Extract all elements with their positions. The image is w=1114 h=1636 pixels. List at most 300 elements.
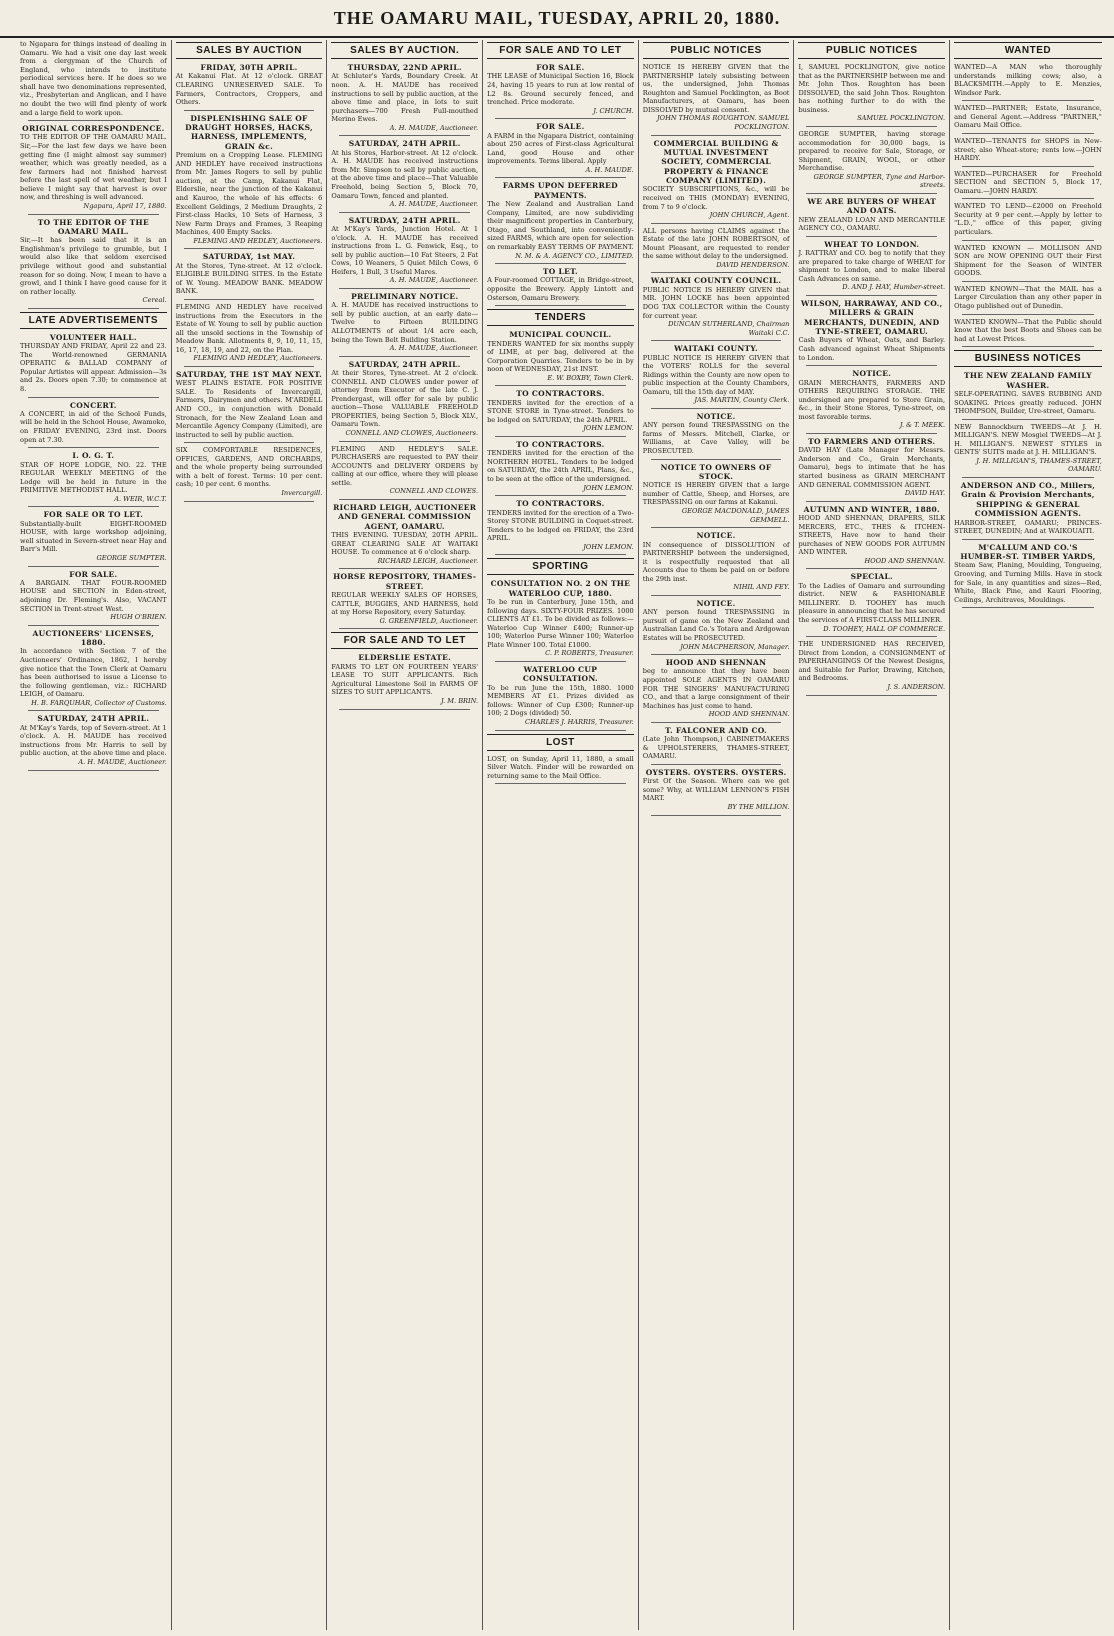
- advertisement: [643, 768, 790, 812]
- ad-text: beg to announce that they have been appointed SOLE AGENTS IN OAMARU FOR THE SINGERS' MANUFACTURING CO., and that a large consignment of their Machines has just come to hand.: [642, 667, 790, 710]
- ad-text: TENDERS invited for the erection of a STONE STORE in Tyne-street. Tenders to be lodged on SATURDAY, the 24th APRIL.: [487, 398, 634, 424]
- ad-divider: [495, 554, 626, 555]
- advertisement: [643, 599, 790, 651]
- advertisement: [954, 137, 1102, 163]
- ad-title: SATURDAY, 1st MAY.: [202, 252, 296, 262]
- ad-title: FOR SALE.: [536, 122, 585, 132]
- ad-divider: [495, 263, 626, 264]
- ad-title: M'CALLUM AND CO.'S HUMBER-ST. TIMBER YARDS,: [960, 542, 1096, 561]
- ad-divider: [339, 441, 470, 442]
- advertisement: [643, 344, 790, 405]
- ad-divider: [962, 133, 1094, 134]
- ad-text: Cash Buyers of Wheat, Oats, and Barley. Cash advanced against Wheat Shipments to London.: [798, 336, 946, 362]
- ad-title: FOR SALE.: [536, 63, 585, 72]
- ad-divider: [962, 477, 1094, 478]
- ad-title: WHEAT TO LONDON.: [824, 239, 920, 249]
- ad-divider: [28, 506, 159, 507]
- advertisement: [487, 499, 634, 551]
- advertisement: [954, 202, 1102, 236]
- ad-divider: [495, 177, 626, 178]
- ad-text: WANTED KNOWN—That the MAIL has a Larger Circulation than any other paper in Otago published out of Dunedin.: [954, 284, 1102, 310]
- advertisement: [20, 510, 167, 562]
- ad-divider: [806, 636, 937, 637]
- ad-signature: JAS. MARTIN, County Clerk.: [694, 396, 790, 405]
- ad-divider: [651, 815, 782, 816]
- ad-text: NOTICE IS HEREBY GIVEN that the PARTNERSHIP lately subsisting between us, the undersigned, John Thomas Roughton and Samuel Pocklington, as Boot Manufacturers, at Oamaru, has been DISSOLVED by mutual consent.: [642, 63, 790, 114]
- ad-text: IN consequence of DISSOLUTION of PARTNERSHIP between the undersigned, it is respectfully requested that all Accounts due to them be paid on or before the 29th inst.: [642, 540, 790, 583]
- ad-divider: [28, 214, 159, 215]
- ad-divider: [651, 527, 782, 528]
- ad-divider: [962, 314, 1094, 315]
- ad-divider: [962, 539, 1094, 540]
- ad-signature: FLEMING AND HEDLEY, Auctioneers.: [193, 236, 323, 245]
- ad-text: A FARM in the Ngapara District, containing about 250 acres of First-class Agricultural Land, good House and other improvements. Terms liberal. Apply: [487, 131, 634, 166]
- ad-text: LOST, on Sunday, April 11, 1880, a small Silver Watch. Finder will be rewarded on returning same to the Mail Office.: [487, 754, 634, 780]
- ad-text: TENDERS invited for the erection of the NORTHERN HOTEL. Tenders to be lodged on SATURDAY, the 24th APRIL, Plans, &c., to be seen at the office of the undersigned.: [487, 449, 634, 483]
- ad-title: MUNICIPAL COUNCIL.: [509, 330, 612, 340]
- ad-signature: JOHN LEMON.: [583, 542, 634, 551]
- ad-divider: [495, 118, 626, 119]
- ad-text: WANTED KNOWN—That the Public should know that the best Boots and Shoes can be had at Lowest Prices.: [954, 317, 1102, 343]
- ad-text: Steam Saw, Planing, Moulding, Tongueing, Grooving, and Turning Mills. Have in stock for Sale, in any quantities and sizes—Red, White, Black Pine, and Kauri Flooring, Ceilings, Architraves, Mouldings.: [954, 561, 1102, 604]
- ad-divider: [962, 607, 1094, 608]
- advertisement: [176, 370, 323, 439]
- masthead: [0, 0, 1114, 38]
- ad-text: J. RATTRAY and CO. beg to notify that they are prepared to take charge of WHEAT for shipment to London, and to make liberal Cash Advances on same.: [798, 249, 946, 283]
- ad-text: TENDERS invited for the erection of a Two-Storey STONE BUILDING in Coquet-street. Tenders to be lodged on FRIDAY, the 23rd APRIL.: [487, 508, 634, 543]
- ad-divider: [806, 295, 937, 296]
- ad-text: NEW Bannockburn TWEEDS—At J. H. MILLIGAN'S. NEW Mosgiel TWEEDS—At J. H. MILLIGAN'S. NEWEST STYLES in GENTS' SUITS made at J. H. MILLIGAN'S.: [954, 422, 1102, 457]
- advertisement: [20, 570, 167, 622]
- ad-title: WATERLOO CUP CONSULTATION.: [522, 665, 598, 684]
- advertisement: [954, 244, 1102, 278]
- ad-text: To be run June the 15th, 1880. 1000 MEMBERS AT £1. Prizes divided as follows: Winner of Cup £300; Runner-up 100; 2 Dogs (divided) 50.: [487, 683, 634, 718]
- ad-text: THIS EVENING. TUESDAY, 20TH APRIL. GREAT CLEARING SALE AT WAITAKI HOUSE. To commence at 6 o'clock sharp.: [331, 531, 479, 557]
- ad-signature: Cereal.: [142, 296, 167, 305]
- ad-divider: [806, 695, 937, 696]
- section-heading: SALES BY AUCTION: [176, 42, 323, 59]
- ad-title: WILSON, HARRAWAY, AND CO., MILLERS & GRAIN MERCHANTS, DUNEDIN, AND TYNE-STREET, OAMARU.: [801, 298, 943, 337]
- ad-signature: CONNELL AND CLOWES.: [389, 487, 479, 496]
- advertisement: [954, 423, 1102, 474]
- ad-title: I. O. G. T.: [72, 451, 115, 461]
- ad-divider: [339, 356, 470, 357]
- ad-text: To be run in Canterbury, June 15th, and following days. SIXTY-FOUR PRIZES. 1000 CLIENTS AT £1. To be divided as follows:—Waterloo Cup Winner £400; Runner-up 100; Waterloo Purse Winner 100; Waterloo Plate Winner 100. Total £1000.: [487, 598, 634, 649]
- advertisement: [954, 104, 1102, 130]
- ad-text: THE UNDERSIGNED HAS RECEIVED, Direct from London, a CONSIGNMENT of PAPERHANGINGS Of the Newest Designs, and Suitable for Parlor, Drawing, Kitchen, and Bedrooms.: [798, 640, 946, 683]
- ad-text: TO THE EDITOR OF THE OAMARU MAIL. Sir,—For the last few days we have been getting fine (I might almost say summer) weather, which was greatly needed, as a few farmers had not finished harvest before the last spell of wet weather, but I believe I might say that harvest is over now, and threshing is well advanced.: [20, 133, 167, 202]
- ad-signature: GEORGE SUMPTER.: [96, 553, 167, 562]
- ad-text: At his Stores, Harbor-street. At 12 o'clock. A. H. MAUDE has received instructions from Mr. Simpson to sell by public auction, at the above time and place—That Valuable Freehold, being Section 5, Block 70, Oamaru Town, fenced and planted.: [331, 148, 479, 200]
- advertisement: [176, 252, 323, 296]
- ad-title: DISPLENISHING SALE OF DRAUGHT HORSES, HACKS, HARNESS, IMPLEMENTS, GRAIN &c.: [185, 113, 313, 151]
- ad-divider: [28, 625, 159, 626]
- ad-signature: E. W. BOXBY, Town Clerk.: [547, 373, 634, 382]
- ad-divider: [495, 661, 626, 662]
- section-heading: BUSINESS NOTICES: [954, 350, 1102, 367]
- ad-signature: FLEMING AND HEDLEY, Auctioneers.: [193, 354, 323, 363]
- ad-signature: G. GREENFIELD, Auctioneer.: [379, 616, 479, 625]
- ad-divider: [962, 240, 1094, 241]
- section-heading: SALES BY AUCTION.: [331, 42, 478, 59]
- advertisement: [20, 218, 167, 305]
- ad-text: WANTED—A MAN who thoroughly understands milking cows; also, a BLACKSMITH.—Apply to E. Menzies, Windsor Park.: [954, 63, 1102, 97]
- advertisement: [487, 755, 634, 781]
- advertisement: [20, 629, 167, 708]
- ad-title: THE NEW ZEALAND FAMILY WASHER.: [964, 371, 1092, 390]
- ad-divider: [339, 135, 470, 136]
- ad-title: ELDERSLIE ESTATE.: [358, 653, 452, 663]
- advertisement: [331, 139, 478, 208]
- advertisement: [643, 63, 790, 132]
- ad-signature: J. H. MILLIGAN'S, THAMES-STREET, OAMARU.: [976, 456, 1102, 474]
- ad-title: TO CONTRACTORS.: [516, 439, 605, 449]
- column-2: [172, 40, 328, 1630]
- ad-signature: RICHARD LEIGH, Auctioneer.: [377, 556, 479, 565]
- ad-divider: [651, 459, 782, 460]
- advertisement: [20, 333, 167, 394]
- columns: [16, 40, 1106, 1630]
- ad-text: HOOD AND SHENNAN, DRAPERS, SILK MERCERS, ETC., THES & ITCHEN-STREETS, Have now to hand their purchases of NEW GOODS FOR AUTUMN AND WINTER.: [798, 514, 946, 557]
- ad-divider: [339, 709, 470, 710]
- ad-divider: [806, 365, 937, 366]
- masthead-title: THE OAMARU MAIL, TUESDAY, APRIL 20, 1880.: [333, 7, 781, 28]
- ad-title: RICHARD LEIGH, AUCTIONEER AND GENERAL COMMISSION AGENT, OAMARU.: [333, 502, 477, 531]
- ad-text: SIX COMFORTABLE RESIDENCES, OFFICES, GARDENS, AND ORCHARDS, and the whole property being surrounded with a belt of forest. Terms: 10 per cent. cash; 10 per cent. 6 months.: [175, 446, 323, 489]
- advertisement: [643, 463, 790, 525]
- ad-title: NOTICE.: [696, 411, 736, 421]
- ad-signature: JOHN LEMON.: [583, 483, 634, 492]
- ad-signature: J. & T. MEEK.: [899, 421, 946, 430]
- ad-title: AUTUMN AND WINTER, 1880.: [803, 504, 940, 514]
- ad-divider: [495, 495, 626, 496]
- ad-text: WEST PLAINS ESTATE. FOR POSITIVE SALE. To Residents of Invercargill, Farmers, Dairymen and others. M'ARDELL AND CO., in conjunction with Donald Stronach, for the New Zealand Loan and Mercantile Agency Company (Limited), are instructed to sell by public auction.: [175, 379, 323, 439]
- advertisement: [643, 658, 790, 719]
- ad-text: ALL persons having CLAIMS against the Estate of the late JOHN ROBERTSON, of Mount Pleasant, are requested to render the same without delay to the undersigned.: [642, 226, 790, 261]
- ad-signature: N. M. & A. AGENCY CO., LIMITED.: [515, 251, 634, 260]
- advertisement: [176, 114, 323, 246]
- section-heading: LATE ADVERTISEMENTS: [20, 312, 167, 329]
- ad-text: WANTED KNOWN — MOLLISON AND SON are NOW OPENING OUT their First Shipment for the Season of WINTER GOODS.: [954, 243, 1102, 278]
- advertisement: [20, 124, 167, 210]
- advertisement: [487, 440, 634, 492]
- advertisement: [643, 531, 790, 592]
- ad-text: THURSDAY AND FRIDAY, April 22 and 23. The World-renowned GERMANIA OPERATIC & BALLAD COMPANY of Popular Artistes will appear. Admission—3s and 2s. Doors open 7.30; to commence at 8.: [20, 342, 167, 393]
- section-heading: LOST: [487, 734, 634, 751]
- ad-title: WAITAKI COUNTY.: [674, 344, 759, 354]
- ad-title: ANDERSON AND CO., Millers, Grain & Provision Merchants, SHIPPING & GENERAL COMMISSION AGENTS.: [960, 481, 1096, 519]
- advertisement: [798, 240, 945, 292]
- ad-divider: [339, 568, 470, 569]
- column-3: [327, 40, 483, 1630]
- ad-signature: GEORGE SUMPTER, Tyne and Harbor-streets.: [813, 172, 946, 190]
- column-1: [16, 40, 172, 1630]
- ad-title: ORIGINAL CORRESPONDENCE.: [22, 124, 165, 134]
- ad-title: CONSULTATION NO. 2 ON THE WATERLOO CUP, 1880.: [490, 579, 631, 598]
- ad-text: NOTICE IS HEREBY GIVEN that a large number of Cattle, Sheep, and Horses, are TRESPASSING on our farms at Kakanui.: [642, 481, 790, 507]
- ad-text: Premium on a Cropping Lease. FLEMING AND HEDLEY have received instructions from Mr. James Rogers to sell by public auction, at the Camp, Kakanui Flat, Elderslie, near the junction of the Kakanui and Kauroo, the whole of his effects: 6 Excellent Geldings, 2 Medium Draughts, 2 First-class Hacks, 10 Sets of Harness, 3 New Farm Drays and Frames, 3 Reaping Machines, 400 Empty Sacks.: [175, 151, 323, 237]
- ad-text: WANTED—PURCHASER for Freehold SECTION and SECTION 5, Block 17, Oamaru.—JOHN HARDY.: [954, 169, 1102, 195]
- advertisement: [798, 572, 945, 633]
- ad-divider: [962, 100, 1094, 101]
- ad-text: ANY person found TRESPASSING on the farms of Messrs. Mitchell, Clarke, or Williams, at Cave Valley, will be PROSECUTED.: [642, 421, 790, 455]
- ad-divider: [184, 366, 315, 367]
- advertisement: [487, 181, 634, 260]
- ad-signature: A. H. MAUDE, Auctioneer.: [389, 276, 479, 285]
- ad-text: THE LEASE of Municipal Section 16, Block 24, having 15 years to run at low rental of L2 8s. Ground securely fenced, and trenched. Price moderate.: [487, 72, 634, 107]
- section-heading: PUBLIC NOTICES: [643, 42, 790, 59]
- ad-text: (Late John Thompson,) CABINETMAKERS & UPHOLSTERERS, THAMES-STREET, OAMARU.: [642, 735, 790, 761]
- ad-title: AUCTIONEERS' LICENSES, 1880.: [32, 628, 155, 648]
- ad-divider: [962, 281, 1094, 282]
- advertisement: [954, 371, 1102, 415]
- ad-divider: [184, 442, 315, 443]
- advertisement: [331, 653, 478, 705]
- ad-text: Substantially-built EIGHT-ROOMED HOUSE, with large workshop adjoining, well situated in Severn-street near Hay and Barr's Mill.: [20, 519, 167, 554]
- ad-signature: JOHN LEMON.: [583, 424, 634, 433]
- column-6: [794, 40, 950, 1630]
- ad-signature: Ngapara, April 17, 1880.: [83, 201, 167, 210]
- ad-title: CONCERT.: [69, 400, 117, 410]
- ad-text: I, SAMUEL POCKLINGTON, give notice that as the PARTNERSHIP between me and Mr. John Thos. Roughton has been DISSOLVED, the said John Thos. Roughton has nothing further to do with the business.: [798, 63, 946, 114]
- ad-signature: BY THE MILLION.: [727, 802, 790, 811]
- advertisement: [487, 665, 634, 727]
- ad-signature: JOHN THOMAS ROUGHTON. SAMUEL POCKLINGTON.: [657, 114, 790, 131]
- ad-divider: [651, 223, 782, 224]
- advertisement: [798, 369, 945, 430]
- ad-text: First Of the Season. Where can we get some? Why, at WILLIAM LENNON'S FISH MART.: [642, 777, 790, 803]
- ad-divider: [184, 110, 315, 111]
- advertisement: [331, 503, 478, 565]
- ad-divider: [28, 308, 159, 309]
- ad-title: NOTICE TO OWNERS OF STOCK.: [660, 462, 772, 481]
- ad-divider: [184, 501, 315, 502]
- ad-signature: NIHIL AND FEY.: [733, 583, 790, 592]
- ad-divider: [651, 408, 782, 409]
- ad-title: SATURDAY, 24TH APRIL.: [348, 359, 461, 369]
- ad-signature: D. TOOHEY, HALL OF COMMERCE.: [823, 624, 946, 633]
- ad-text: At M'Kay's Yards, top of Severn-street. At 1 o'clock. A. H. MAUDE has received instructions from Mr. Harris to sell by public auction, at the above time and place.: [20, 723, 167, 758]
- ad-divider: [184, 248, 315, 249]
- ad-divider: [495, 436, 626, 437]
- ad-text: GRAIN MERCHANTS, FARMERS AND OTHERS REQUIRING STORAGE. THE undersigned are prepared to Store Grain, &c., in their Stone Stores, Tyne-street, on most favorable terms.: [798, 378, 946, 421]
- ad-signature: SAMUEL POCKLINGTON.: [857, 114, 946, 123]
- ad-text: DAVID HAY (Late Manager for Messrs. Anderson and Co., Grain Merchants, Oamaru), begs to intimate that he has started business as GRAIN MERCHANT AND GENERAL COMMISSION AGENT.: [798, 446, 946, 489]
- ad-signature: DUNCAN SUTHERLAND, Chairman Waitaki C.C.: [668, 320, 790, 337]
- advertisement: [798, 505, 945, 566]
- ad-divider: [651, 135, 782, 136]
- ad-signature: CONNELL AND CLOWES, Auctioneers.: [345, 429, 479, 437]
- ad-text: NEW ZEALAND LOAN AND MERCANTILE AGENCY CO., OAMARU.: [798, 215, 946, 233]
- ad-divider: [806, 501, 937, 502]
- ad-text: At M'Kay's Yards, Junction Hotel. At 1 o'clock. A. H. MAUDE has received instructions from L. G. Fenwick, Esq., to sell by public auction—10 Fat Steers, 2 Fat Cows, 10 Weaners, 5 Quiet Milch Cows, 6 Heifers, 1 Bull, 3 Useful Mares.: [331, 225, 479, 276]
- ad-title: FRIDAY, 30TH APRIL.: [200, 63, 298, 72]
- ad-divider: [339, 628, 470, 629]
- ad-divider: [806, 126, 937, 127]
- advertisement: [798, 437, 945, 498]
- ad-divider: [651, 722, 782, 723]
- ad-signature: A. H. MAUDE, Auctioneer.: [389, 123, 479, 132]
- ad-text: TENDERS WANTED for six months supply of LIME, at per bag, delivered at the Corporation Quarries. Tenders to be in by noon of WEDNESDAY, 21st INST.: [487, 339, 634, 374]
- advertisement: [20, 451, 167, 503]
- ad-text: The New Zealand and Australian Land Company, Limited, are now subdividing their magnificent properties in Canterbury, Otago, and Southland, into conveniently-sized FARMS, which are open for selection on remarkably EASY TERMS OF PAYMENT.: [487, 200, 634, 251]
- ad-text: At Kakanui Flat. At 12 o'clock. GREAT CLEARING UNRESERVED SALE. To Farmers, Contractors, Croppers, and Others.: [175, 72, 323, 107]
- ad-text: At their Stores, Tyne-street. At 2 o'clock. CONNELL AND CLOWES under power of attorney from Executor of the late C. J. Prendergast, will offer for sale by public auction—Those VALUABLE FREEHOLD PROPERTIES, being Section 5, Block XLV., Oamaru Town.: [331, 369, 479, 429]
- advertisement: [954, 543, 1102, 605]
- advertisement: [331, 360, 478, 438]
- ad-text: A BARGAIN. THAT FOUR-ROOMED HOUSE and SECTION in Eden-street, adjoining Dr. Fleming's. Also, VACANT SECTION in Trent-street West.: [20, 578, 167, 613]
- ad-text: HARBOR-STREET, OAMARU; PRINCES-STREET, DUNEDIN; And at WAIKOUAITI.: [954, 518, 1102, 536]
- ad-title: SATURDAY, 24TH APRIL.: [37, 714, 150, 724]
- ad-signature: J. S. ANDERSON.: [887, 682, 946, 691]
- ad-divider: [28, 447, 159, 448]
- ad-divider: [495, 730, 626, 731]
- ad-divider: [28, 770, 159, 771]
- ad-divider: [651, 654, 782, 655]
- ad-divider: [962, 198, 1094, 199]
- ad-text: Sir,—It has been said that it is an Englishman's privilege to grumble, but I would also like that seldom exercised privilege without good and substantial reason for so doing. Now, I mean to have a growl, and I think I have good cause for it on rather locally.: [20, 236, 167, 296]
- ad-divider: [651, 595, 782, 596]
- column-5: [639, 40, 795, 1630]
- ad-text: A. H. MAUDE has received instructions to sell by public auction, at an early date—Twelve to Fifteen BUILDING ALLOTMENTS of about 1/4 acre each, being the Town Belt Building Station.: [331, 301, 479, 344]
- section-heading: TENDERS: [487, 309, 634, 326]
- ad-divider: [495, 783, 626, 784]
- advertisement: [798, 197, 945, 233]
- ad-title: SATURDAY, THE 1ST MAY NEXT.: [176, 369, 323, 379]
- ad-divider: [28, 710, 159, 711]
- ad-signature: JOHN MACPHERSON, Manager.: [680, 642, 790, 651]
- ad-signature: A. H. MAUDE, Auctioneer.: [389, 344, 479, 353]
- ad-text: REGULAR WEEKLY SALES OF HORSES, CATTLE, BUGGIES, AND HARNESS, held at my Horse Repository, every Saturday.: [331, 591, 479, 617]
- advertisement: [331, 572, 478, 625]
- section-heading: FOR SALE AND TO LET: [331, 632, 478, 649]
- ad-signature: A. WEIR, W.C.T.: [114, 494, 167, 503]
- section-heading: SPORTING: [487, 558, 634, 575]
- advertisement: [331, 216, 478, 285]
- advertisement: [20, 401, 167, 445]
- column-7: [950, 40, 1106, 1630]
- ad-title: WAITAKI COUNTY COUNCIL.: [650, 276, 782, 286]
- ad-title: T. FALCONER AND CO.: [665, 725, 768, 735]
- column-4: [483, 40, 639, 1630]
- ad-divider: [806, 433, 937, 434]
- advertisement: [643, 227, 790, 270]
- ad-title: NOTICE.: [852, 369, 892, 379]
- ad-title: SATURDAY, 24TH APRIL.: [348, 139, 461, 149]
- ad-text: ANY person found TRESPASSING in pursuit of game on the New Zealand and Australian Land Co.'s Totara and Ardgowan Estates will be PROSECUTED.: [642, 608, 790, 642]
- ad-divider: [28, 566, 159, 567]
- ad-divider: [28, 397, 159, 398]
- ad-signature: HOOD AND SHENNAN.: [708, 710, 790, 719]
- advertisement: [487, 389, 634, 433]
- advertisement: [331, 445, 478, 496]
- ad-divider: [651, 272, 782, 273]
- ad-text: PUBLIC NOTICE IS HEREBY GIVEN that MR. JOHN LOCKE has been appointed DOG TAX COLLECTOR within the County for current year.: [642, 285, 790, 320]
- ad-text: To the Ladies of Oamaru and surrounding district. NEW & FASHIONABLE MILLINERY. D. TOOHEY has much pleasure in announcing that he has secured the services of A FIRST-CLASS MILLINER.: [798, 581, 946, 624]
- ad-text: A CONCERT, in aid of the School Funds, will be held in the School House, Awamoko, on FRIDAY EVENING, 23rd inst. Doors open at 7.30.: [20, 409, 167, 444]
- advertisement: [487, 579, 634, 658]
- ad-signature: GEORGE MACDONALD, JAMES GEMMELL.: [681, 507, 790, 524]
- ad-title: TO FARMERS AND OTHERS.: [808, 436, 936, 446]
- advertisement: [331, 292, 478, 353]
- advertisement: [643, 412, 790, 456]
- ad-text: FARMS TO LET ON FOURTEEN YEARS' LEASE TO SUIT APPLICANTS. Rich Agricultural Limestone Soil in FARMS OF SIZES TO SUIT APPLICANTS.: [331, 662, 479, 697]
- ad-divider: [495, 305, 626, 306]
- ad-text: At Schluter's Yards, Boundary Creek. At noon. A. H. MAUDE has received instructions to sell by public auction, at the above time and place, in lots to suit purchasers—700 Fresh Full-mouthed Merino Ewes.: [331, 72, 479, 124]
- ad-title: FOR SALE.: [69, 569, 118, 579]
- ad-text: STAR OF HOPE LODGE, NO. 22. THE REGULAR WEEKLY MEETING of the Lodge will be held in future in the PRIMITIVE METHODIST HALL.: [20, 460, 167, 495]
- advertisement: [331, 63, 478, 132]
- ad-text: to Ngapara for things instead of dealing in Oamaru. We had a visit one day last week from a clergyman of the Church of England, who intends to institute periodical services here. If he does so we shall have two denominations represented, viz., Presbyterian and Anglican, and I have no doubt the two will find plenty of work and a large field to work upon.: [20, 40, 167, 117]
- advertisement: [798, 63, 945, 123]
- ad-divider: [806, 193, 937, 194]
- ad-text: SOCIETY SUBSCRIPTIONS, &c., will be received on THIS (MONDAY) EVENING, from 7 to 9 o'clock.: [642, 185, 790, 211]
- ad-divider: [339, 499, 470, 500]
- ad-title: SATURDAY, 24TH APRIL.: [348, 215, 461, 225]
- ad-divider: [184, 299, 315, 300]
- ad-title: WE ARE BUYERS OF WHEAT AND OATS.: [807, 196, 937, 216]
- ad-divider: [962, 166, 1094, 167]
- ad-text: GEORGE SUMPTER, having storage accommodation for 30,000 bags, is prepared to receive for Sale, Storage, or Shipment, GRAIN, WOOL, or other Merchandise.: [798, 129, 946, 173]
- ad-signature: C. P. ROBERTS, Treasurer.: [545, 649, 634, 658]
- ad-title: HORSE REPOSITORY, THAMES-STREET.: [333, 572, 477, 591]
- ad-divider: [651, 764, 782, 765]
- ad-signature: J. CHURCH.: [593, 106, 634, 115]
- ad-divider: [339, 288, 470, 289]
- advertisement: [954, 285, 1102, 311]
- ad-signature: DAVID HAY.: [904, 489, 946, 498]
- advertisement: [954, 170, 1102, 196]
- ad-signature: DAVID HENDERSON.: [716, 260, 790, 269]
- ad-signature: A. H. MAUDE, Auctioneer.: [78, 758, 167, 766]
- advertisement: [798, 299, 945, 362]
- advertisement: [798, 640, 945, 691]
- ad-title: HOOD AND SHENNAN: [665, 658, 767, 668]
- ad-text: WANTED TO LEND—£2000 on Freehold Security at 9 per cent.—Apply by letter to "L.D.," office of this paper, giving particulars.: [954, 202, 1102, 236]
- ad-title: TO CONTRACTORS.: [516, 389, 605, 399]
- ad-signature: D. AND J. HAY, Humber-street.: [842, 283, 946, 292]
- section-heading: FOR SALE AND TO LET: [487, 42, 634, 59]
- section-heading: PUBLIC NOTICES: [798, 42, 945, 59]
- advertisement: [487, 267, 634, 302]
- ad-title: FARMS UPON DEFERRED PAYMENTS.: [502, 181, 618, 200]
- ad-signature: Invercargill.: [281, 489, 323, 497]
- advertisement: [487, 63, 634, 115]
- advertisement: [954, 63, 1102, 97]
- ad-title: TO THE EDITOR OF THE OAMARU MAIL.: [37, 217, 149, 236]
- ad-text: At the Stores, Tyne-street. At 12 o'clock. ELIGIBLE BUILDING SITES. In the Estate of W. Young. MEADOW BANK. MEADOW BANK.: [175, 261, 323, 296]
- advertisement: [176, 303, 323, 363]
- ad-divider: [962, 346, 1094, 347]
- ad-signature: A. H. MAUDE, Auctioneer.: [389, 200, 479, 209]
- advertisement: [954, 318, 1102, 344]
- advertisement: [798, 130, 945, 190]
- ad-title: NOTICE.: [696, 598, 736, 608]
- ad-divider: [962, 419, 1094, 420]
- advertisement: [20, 40, 167, 117]
- ad-divider: [806, 568, 937, 569]
- ad-signature: JOHN CHURCH, Agent.: [709, 211, 790, 220]
- ad-title: NOTICE.: [696, 531, 736, 541]
- ad-signature: H. B. FARQUHAR, Collector of Customs.: [31, 698, 167, 707]
- ad-divider: [651, 340, 782, 341]
- ad-text: In accordance with Section 7 of the Auctioneers' Ordinance, 1862, I hereby give notice that the Town Clerk at Oamaru has been authorised to issue a License to the following gentleman, viz.: RICHARD LEIGH, of Oamaru.: [20, 647, 167, 699]
- ad-signature: A. H. MAUDE.: [585, 165, 634, 174]
- ad-title: VOLUNTEER HALL.: [49, 332, 137, 342]
- ad-signature: HUGH O'BRIEN.: [110, 613, 167, 622]
- ad-title: TO CONTRACTORS.: [516, 499, 605, 509]
- advertisement: [954, 481, 1102, 536]
